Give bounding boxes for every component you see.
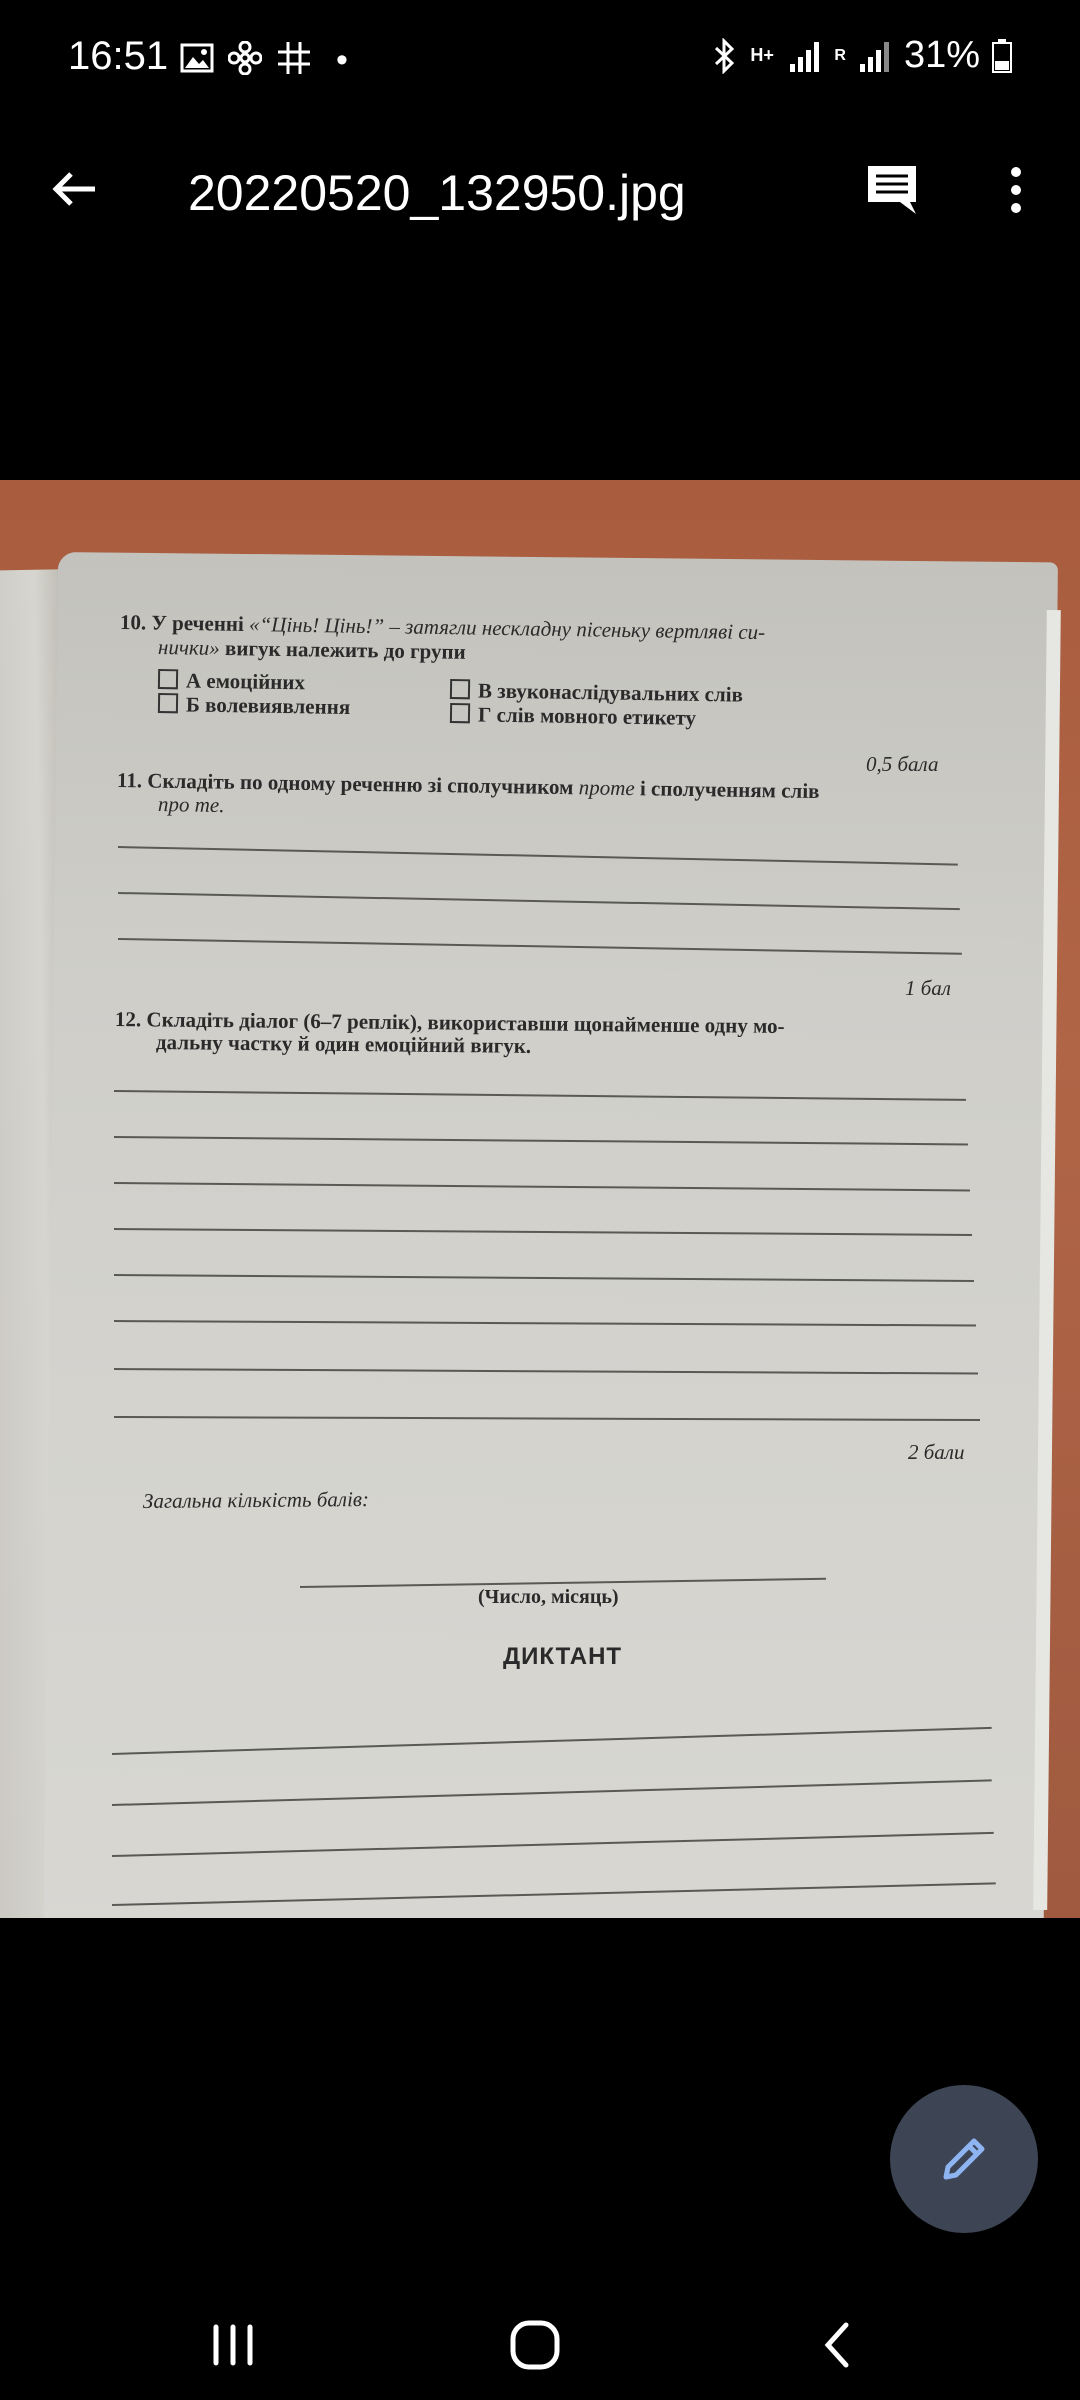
dictation-line — [112, 1832, 994, 1857]
app-bar — [0, 124, 1080, 264]
back-arrow-icon — [51, 169, 99, 209]
home-button[interactable] — [490, 2310, 580, 2380]
q10-lead: У реченні — [151, 610, 245, 636]
answer-line — [118, 938, 962, 955]
status-left-icons — [180, 40, 348, 81]
gallery-notification-icon — [180, 43, 214, 78]
q11-score: 1 бал — [905, 976, 951, 1000]
answer-line — [114, 1228, 972, 1236]
q10-number: 10. — [119, 610, 147, 635]
document-content — [0, 480, 1080, 1918]
signal-icon-2 — [858, 40, 892, 72]
back-chevron-icon — [820, 2321, 854, 2369]
q11-number: 11. — [116, 768, 143, 793]
dictation-title: ДИКТАНТ — [503, 1643, 623, 1670]
q11-line2 — [158, 792, 225, 818]
status-bar — [0, 0, 1080, 124]
checkbox-g[interactable] — [450, 703, 470, 723]
bluetooth-icon — [712, 38, 738, 74]
dictation-line — [112, 1779, 992, 1806]
checkbox-b[interactable] — [158, 693, 178, 713]
pencil-icon — [936, 2131, 992, 2187]
q10-rest: вигук належить до групи — [224, 636, 466, 664]
q11-word1: проте — [578, 775, 635, 801]
dictation-line — [112, 1882, 996, 1906]
home-icon — [509, 2319, 561, 2371]
navigation-bar — [0, 2290, 1080, 2400]
dictation-line — [112, 1727, 992, 1755]
comment-icon — [864, 162, 920, 218]
total-score-label: Загальна кількість балів: — [142, 1487, 370, 1513]
q12-line2 — [156, 1030, 531, 1059]
answer-line — [114, 1368, 978, 1375]
checkbox-v[interactable] — [450, 679, 470, 699]
battery-percent: 31% — [903, 34, 980, 76]
q12-text1: Складіть діалог (6–7 реплік), використавши щонайменше одну мо- — [146, 1007, 785, 1039]
q10-score: 0,5 бала — [866, 752, 939, 776]
more-vertical-icon — [1009, 166, 1023, 214]
network-type: H+ — [750, 45, 774, 65]
answer-line — [114, 1182, 970, 1191]
grid-notification-icon — [276, 40, 312, 81]
battery-icon — [992, 39, 1012, 73]
q10-option-g[interactable]: Г слів мовного етикету — [450, 702, 696, 731]
q12-score: 2 бали — [908, 1440, 965, 1464]
answer-line — [114, 1136, 968, 1145]
recent-apps-icon — [210, 2323, 256, 2367]
checkbox-a[interactable] — [158, 669, 178, 689]
answer-line — [118, 846, 958, 866]
q12-number: 12. — [114, 1007, 142, 1032]
edit-button[interactable] — [890, 2085, 1038, 2233]
date-caption: (Число, місяць) — [478, 1586, 619, 1608]
back-nav-button[interactable] — [792, 2310, 882, 2380]
q10-option-b[interactable]: Б волевиявлення — [158, 692, 351, 720]
file-title: 20220520_132950.jpg — [188, 165, 686, 221]
signal-icon — [788, 40, 822, 72]
q11-text: Складіть по одному реченню зі сполучником — [147, 768, 574, 800]
answer-line — [114, 1090, 966, 1101]
recent-apps-button[interactable] — [188, 2310, 278, 2380]
q10-quote-end: нички» — [157, 635, 220, 660]
roaming-indicator: R — [834, 46, 846, 64]
q11-word2: про те. — [157, 792, 225, 818]
q10-option-a[interactable]: А емоційних — [158, 668, 305, 695]
status-right — [712, 34, 1012, 77]
comments-button[interactable] — [856, 154, 928, 226]
answer-line — [114, 1416, 980, 1421]
status-time: 16:51 — [68, 34, 169, 78]
q11-text2: і сполученням слів — [639, 776, 820, 804]
answer-line — [114, 1274, 974, 1282]
q10-option-v[interactable]: В звуконаслідувальних слів — [450, 678, 743, 708]
fan-notification-icon — [228, 41, 262, 80]
q12-text2: дальну частку й один емоційний вигук. — [155, 1030, 532, 1058]
photo-viewer[interactable] — [0, 480, 1080, 1918]
notification-dot: • — [336, 41, 348, 79]
answer-line — [118, 892, 960, 910]
more-options-button[interactable] — [990, 154, 1042, 226]
answer-line — [114, 1320, 976, 1327]
back-button[interactable] — [40, 154, 110, 224]
q10-quote: «“Цінь! Цінь!” – затягли нескладну пісеньку вертляві си- — [248, 612, 766, 645]
q10-line2 — [158, 635, 466, 665]
